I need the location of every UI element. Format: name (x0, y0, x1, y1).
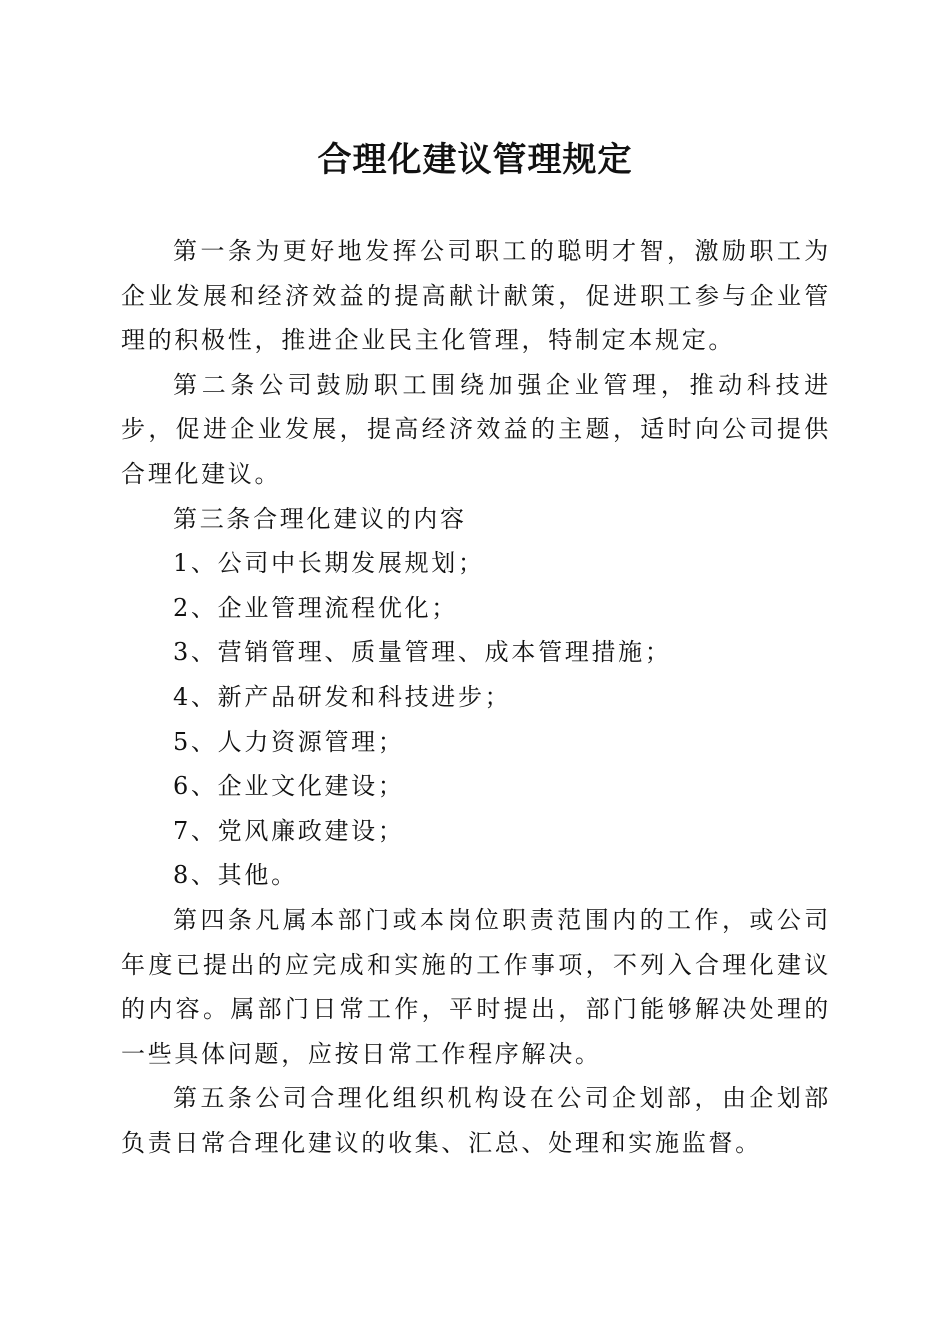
document-body (121, 229, 831, 1165)
list-item-8: 8、其他。 (173, 861, 298, 890)
list-item-1: 1、公司中长期发展规划； (173, 549, 485, 578)
list-item-2: 2、企业管理流程优化； (173, 593, 458, 622)
list-item-3: 3、营销管理、质量管理、成本管理措施； (173, 638, 672, 667)
article-3-heading: 第三条合理化建议的内容 (173, 504, 467, 533)
article-5-paragraph: 第五条公司合理化组织机构设在公司企划部，由企划部负责日常合理化建议的收集、汇总、处理和实施监督。 (121, 1084, 831, 1157)
list-item-7: 7、党风廉政建设； (173, 816, 405, 845)
article-4-paragraph: 第四条凡属本部门或本岗位职责范围内的工作，或公司年度已提出的应完成和实施的工作事项，不列入合理化建议的内容。属部门日常工作，平时提出，部门能够解决处理的一些具体问题，应按日常工作程序解决。 (121, 905, 831, 1068)
list-item-5: 5、人力资源管理； (173, 727, 405, 756)
list-item-6: 6、企业文化建设； (173, 772, 405, 801)
article-1-paragraph: 第一条为更好地发挥公司职工的聪明才智，激励职工为企业发展和经济效益的提高献计献策，促进职工参与企业管理的积极性，推进企业民主化管理，特制定本规定。 (121, 237, 831, 355)
list-item-4: 4、新产品研发和科技进步； (173, 682, 512, 711)
document-title: 合理化建议管理规定 (317, 140, 633, 180)
article-2-paragraph: 第二条公司鼓励职工围绕加强企业管理，推动科技进步，促进企业发展，提高经济效益的主题，适时向公司提供合理化建议。 (121, 370, 831, 488)
